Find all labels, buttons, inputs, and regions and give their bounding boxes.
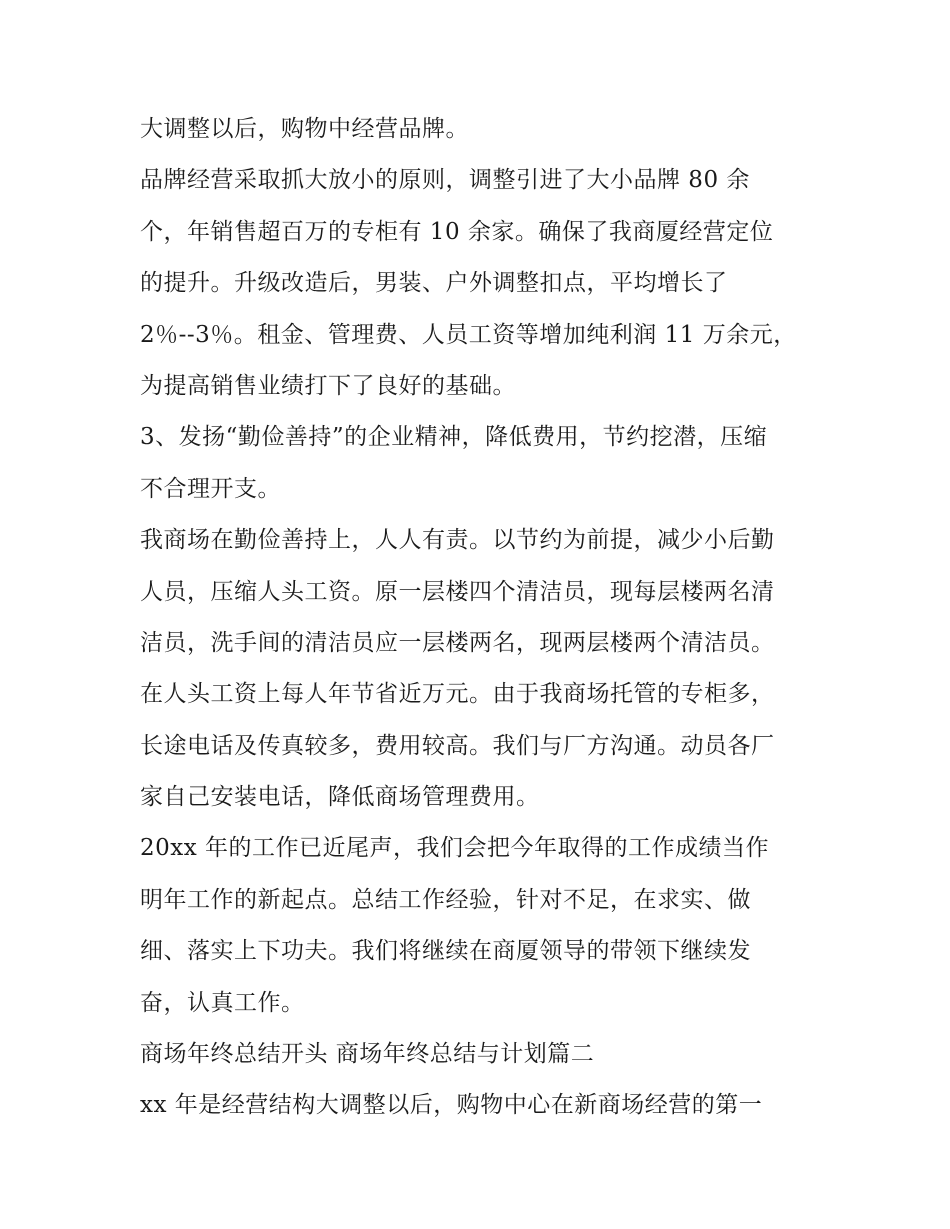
text-line: 大调整以后，购物中经营品牌。: [140, 116, 469, 142]
text-line: 洁员，洗手间的清洁员应一层楼两名，现两层楼两个清洁员。: [140, 629, 775, 656]
text-line: 家自己安装电话，降低商场管理费用。: [140, 784, 540, 811]
text-line: xx 年是经营结构大调整以后，购物中心在新商场经营的第一: [140, 1092, 763, 1119]
text-line: 明年工作的新起点。总结工作经验，针对不足，在求实、做: [140, 886, 751, 913]
article-title: 商场年终总结开头 商场年终总结与计划篇二: [140, 1041, 595, 1068]
text-line: 长途电话及传真较多，费用较高。我们与厂方沟通。动员各厂: [140, 732, 775, 759]
text-line: 20xx 年的工作已近尾声，我们会把今年取得的工作成绩当作: [140, 835, 770, 862]
text-line: 奋，认真工作。: [140, 989, 305, 1016]
text-line: 为提高销售业绩打下了良好的基础。: [140, 372, 516, 399]
text-line: 不合理开支。: [140, 475, 281, 502]
text-line: 人员，压缩人头工资。原一层楼四个清洁员，现每层楼两名清: [140, 578, 775, 605]
section-heading: 3、发扬“勤俭善持”的企业精神，降低费用，节约挖潜，压缩: [140, 424, 768, 451]
text-line: 在人头工资上每人年节省近万元。由于我商场托管的专柜多，: [140, 681, 775, 708]
document-body: [140, 104, 820, 1132]
text-line: 我商场在勤俭善持上，人人有责。以节约为前提，减少小后勤: [140, 527, 775, 554]
text-line: 个，年销售超百万的专柜有 10 余家。确保了我商厦经营定位: [140, 218, 774, 245]
text-line: 的提升。升级改造后，男装、户外调整扣点，平均增长了: [140, 270, 728, 297]
text-line: 品牌经营采取抓大放小的原则，调整引进了大小品牌 80 余: [140, 167, 750, 194]
text-line: 细、落实上下功夫。我们将继续在商厦领导的带领下继续发: [140, 938, 751, 965]
text-line: 2％--3％。租金、管理费、人员工资等增加纯利润 11 万余元，: [140, 321, 797, 348]
